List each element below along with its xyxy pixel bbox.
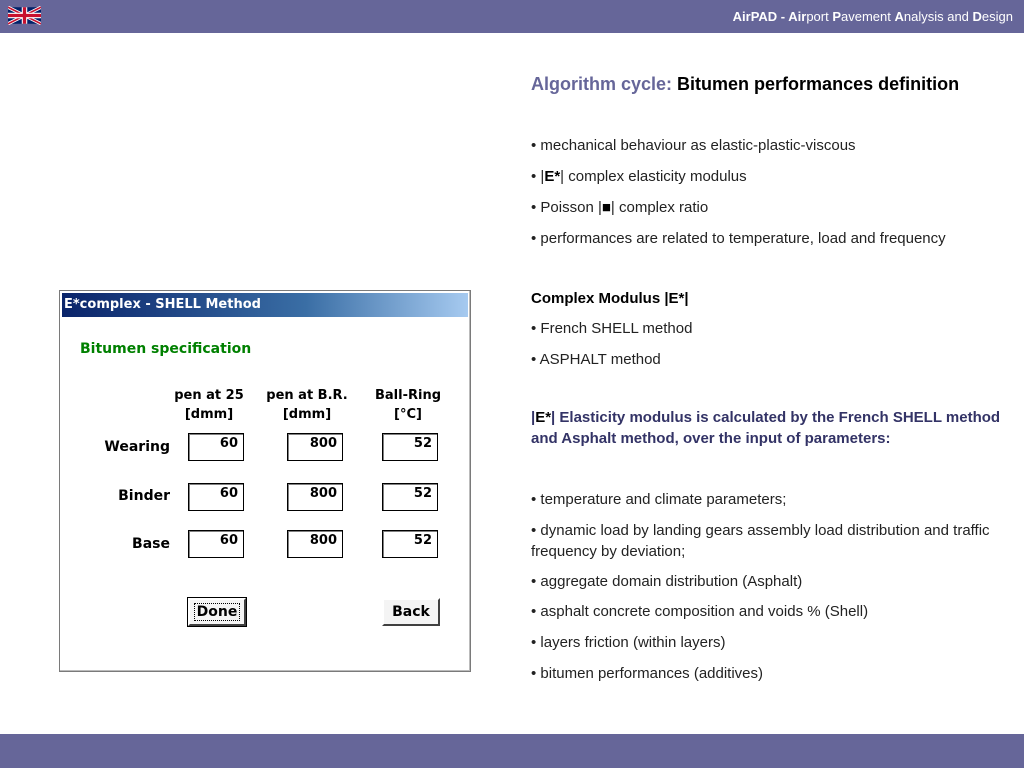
dialog-title: E*complex - SHELL Method [62, 293, 468, 317]
list-item: • bitumen performances (additives) [531, 665, 764, 682]
column-header-ballring: Ball-Ring [°C] [374, 388, 441, 422]
section-title: Bitumen specification [80, 341, 252, 357]
elasticity-note: |E*| Elasticity modulus is calculated by the French SHELL method and Asphalt method, over the input of parameters: [531, 409, 1001, 447]
list-item: • layers friction (within layers) [531, 634, 726, 651]
bullet-poisson: • Poisson |■| complex ratio [531, 199, 709, 216]
bullet-mechanical: • mechanical behaviour as elastic-plastic-viscous [531, 137, 856, 154]
list-item: • French SHELL method [531, 320, 693, 337]
shell-method-dialog [59, 290, 471, 672]
binder-ballring-input[interactable]: 52 [382, 483, 438, 511]
bottom-bar [0, 734, 1024, 768]
list-item: • asphalt concrete composition and voids % (Shell) [531, 603, 869, 620]
column-header-pen25: pen at 25 [dmm] [174, 388, 244, 422]
list-item: • temperature and climate parameters; [531, 491, 787, 508]
list-item: • ASPHALT method [531, 351, 661, 368]
column-header-penbr: pen at B.R. [dmm] [266, 388, 348, 422]
done-button[interactable]: Done [188, 598, 246, 626]
back-button[interactable]: Back [382, 598, 440, 626]
top-bar [0, 0, 1024, 33]
complex-modulus-title: Complex Modulus |E*| [531, 290, 689, 307]
poisson-symbol: ■ [601, 199, 611, 216]
base-pen25-input[interactable]: 60 [188, 530, 244, 558]
list-item: • aggregate domain distribution (Asphalt) [531, 573, 803, 590]
bullet-performances: • performances are related to temperature, load and frequency [531, 230, 946, 247]
base-penbr-input[interactable]: 800 [287, 530, 343, 558]
row-label-wearing: Wearing [104, 439, 170, 455]
row-label-binder: Binder [118, 488, 170, 504]
wearing-penbr-input[interactable]: 800 [287, 433, 343, 461]
app-title: AirPAD - Airport Pavement Analysis and Design [732, 9, 1013, 24]
heading-title: Bitumen performances definition [677, 74, 960, 94]
uk-flag-icon[interactable] [8, 6, 41, 25]
wearing-pen25-input[interactable]: 60 [188, 433, 244, 461]
binder-penbr-input[interactable]: 800 [287, 483, 343, 511]
bullet-complex-modulus: • |E*| complex elasticity modulus [531, 168, 747, 185]
row-label-base: Base [132, 536, 170, 552]
list-item: • dynamic load by landing gears assembly load distribution and traffic frequency by deviation; [531, 522, 990, 560]
page-heading [531, 75, 1011, 94]
heading-label: Algorithm cycle: [531, 74, 673, 94]
wearing-ballring-input[interactable]: 52 [382, 433, 438, 461]
base-ballring-input[interactable]: 52 [382, 530, 438, 558]
binder-pen25-input[interactable]: 60 [188, 483, 244, 511]
